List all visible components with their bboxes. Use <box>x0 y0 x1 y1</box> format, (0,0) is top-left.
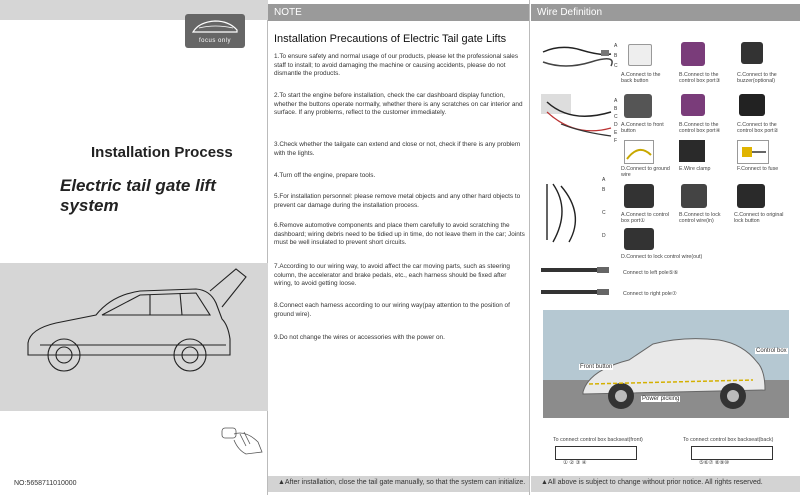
wire-letter-f2: F <box>614 138 618 144</box>
precaution-item: 6.Remove automotive components and place them carefully to avoid scratching the dashboard; wiring debris need to be tidied up in time, do not leave them in the car; Joints must be well insulated to prevent short circuits. <box>274 222 525 247</box>
label-left-pole: Connect to left pole⑤⑥ <box>623 270 679 276</box>
wire-letter-d2: D <box>614 122 618 128</box>
precaution-item: 1.To ensure safety and normal usage of our products, please let the professional sales staff to install; to avoid damaging the machine or causing accidents, please do not dismantle the products. <box>274 53 519 78</box>
note-footer-bar <box>268 476 529 492</box>
label-a3: A.Connect to control box port① <box>621 212 669 224</box>
purple-connector-icon <box>681 42 705 66</box>
precaution-item: 9.Do not change the wires or accessories with the power on. <box>274 334 445 341</box>
control-box-port1-connector-icon <box>624 184 654 208</box>
car-photo <box>543 310 789 418</box>
label-box-front: To connect control box backseat(front) <box>553 437 643 443</box>
label-c2: C.Connect to the control box port② <box>737 122 779 134</box>
label-a1: A.Connect to the back button <box>621 72 661 84</box>
precaution-item: 3.Check whether the tailgate can extend and close or not, check if there is any problem with the lights. <box>274 141 521 157</box>
precaution-item: 7.According to our wiring way, to avoid affect the car moving parts, such as steering column, the accelerator and brake pedals, etc., each harness should be fixed after wiring, to avoid getting loose. <box>274 263 510 288</box>
right-strut-icon <box>541 286 611 298</box>
left-strut-icon <box>541 264 611 276</box>
lock-control-harness-icon <box>541 180 601 246</box>
lock-out-connector-icon <box>624 228 654 250</box>
wire-definition-panel <box>531 0 800 495</box>
note-panel <box>268 0 530 495</box>
wire-letter-d3: D <box>602 233 606 239</box>
ports-back: ⑤⑥⑦ ⑧⑨⑩ <box>699 460 729 466</box>
installation-process-title: Installation Process <box>91 144 233 161</box>
label-d3: D.Connect to lock control wire(out) <box>621 254 703 260</box>
note-footer: ▲After installation, close the tail gate manually, so that the system can initialize. <box>278 479 526 486</box>
remote-key-hand-icon <box>216 420 266 456</box>
wire-footer: ▲All above is subject to change without prior notice. All rights reserved. <box>541 479 763 486</box>
wire-letter-a3: A <box>602 177 606 183</box>
wire-letter-a2: A <box>614 98 618 104</box>
wire-header-bar <box>531 4 800 21</box>
label-c3: C.Connect to original lock button <box>734 212 784 224</box>
label-box-back: To connect control box backseat(back) <box>683 437 774 443</box>
note-header-bar <box>268 4 529 21</box>
label-e2: E.Wire clamp <box>679 166 711 172</box>
precaution-item: 4.Turn off the engine, prepare tools. <box>274 172 376 179</box>
note-header: NOTE <box>274 7 302 18</box>
wire-letter-b2: B <box>614 106 618 112</box>
label-b2: B.Connect to the control box port④ <box>679 122 721 134</box>
back-button-harness-icon <box>541 40 613 76</box>
wire-footer-bar <box>531 476 800 492</box>
front-button-harness-icon <box>541 94 613 140</box>
car-illustration-band <box>0 263 268 411</box>
wire-letter-c3: C <box>602 210 606 216</box>
logo-text: focus only <box>198 38 231 44</box>
wire-header: Wire Definition <box>537 7 603 18</box>
wire-letter-e2: E <box>614 130 618 136</box>
ports-front: ① ② ③ ④ <box>563 460 587 466</box>
wire-letter-b3: B <box>602 187 606 193</box>
suv-outline-icon <box>0 263 268 411</box>
black-connector-icon <box>741 42 763 64</box>
wire-letter-c2: C <box>614 114 618 120</box>
label-f2: F.Connect to fuse <box>737 166 779 172</box>
part-number: NO:5658711010000 <box>14 480 77 487</box>
wire-letter-a: A <box>614 43 618 49</box>
label-right-pole: Connect to right pole⑦ <box>623 291 677 297</box>
precaution-item: 5.For installation personnel: please remove metal objects and any other hard objects to prevent car damage during the installation process. <box>274 193 521 209</box>
precaution-item: 8.Connect each harness according to our wiring way(pay attention to the position of ground wire). <box>274 302 510 318</box>
car-logo-icon <box>185 14 245 38</box>
black-connector-icon-2 <box>739 94 765 116</box>
product-subtitle: Electric tail gate lift system <box>60 176 216 215</box>
precautions-title: Installation Precautions of Electric Tail gate Lifts <box>274 33 507 45</box>
wire-letter-b: B <box>614 53 618 59</box>
label-control-box: Control box <box>756 348 787 354</box>
backseat-back-connector <box>691 446 773 460</box>
label-c1: C.Connect to the buzzer(optional) <box>737 72 777 84</box>
label-front-button: Front button <box>580 364 613 370</box>
ground-wire-icon <box>624 140 654 164</box>
label-b3: B.Connect to lock control wire(in) <box>679 212 721 224</box>
precaution-item: 2.To start the engine before installation, check the car dashboard display function, whether the buttons operate normally, whether there is any scratches on car interior and surface. If any problems, reflect to the customer immediately. <box>274 92 523 117</box>
lock-in-connector-icon <box>681 184 707 208</box>
label-a2: A.Connect to front button <box>621 122 664 134</box>
cover-panel <box>0 0 268 495</box>
front-button-icon <box>624 94 652 118</box>
backseat-front-connector <box>555 446 637 460</box>
label-d2: D.Connect to ground wire <box>621 166 670 178</box>
brand-logo <box>185 14 245 48</box>
label-power-picking: Power picking <box>642 396 680 402</box>
purple-connector-icon-2 <box>681 94 705 116</box>
wire-clamp-icon <box>679 140 705 162</box>
label-b1: B.Connect to the control box port③ <box>679 72 721 84</box>
original-lock-connector-icon <box>737 184 765 208</box>
wire-letter-c: C <box>614 63 618 69</box>
white-connector-icon <box>628 44 652 66</box>
fuse-icon <box>737 140 769 164</box>
